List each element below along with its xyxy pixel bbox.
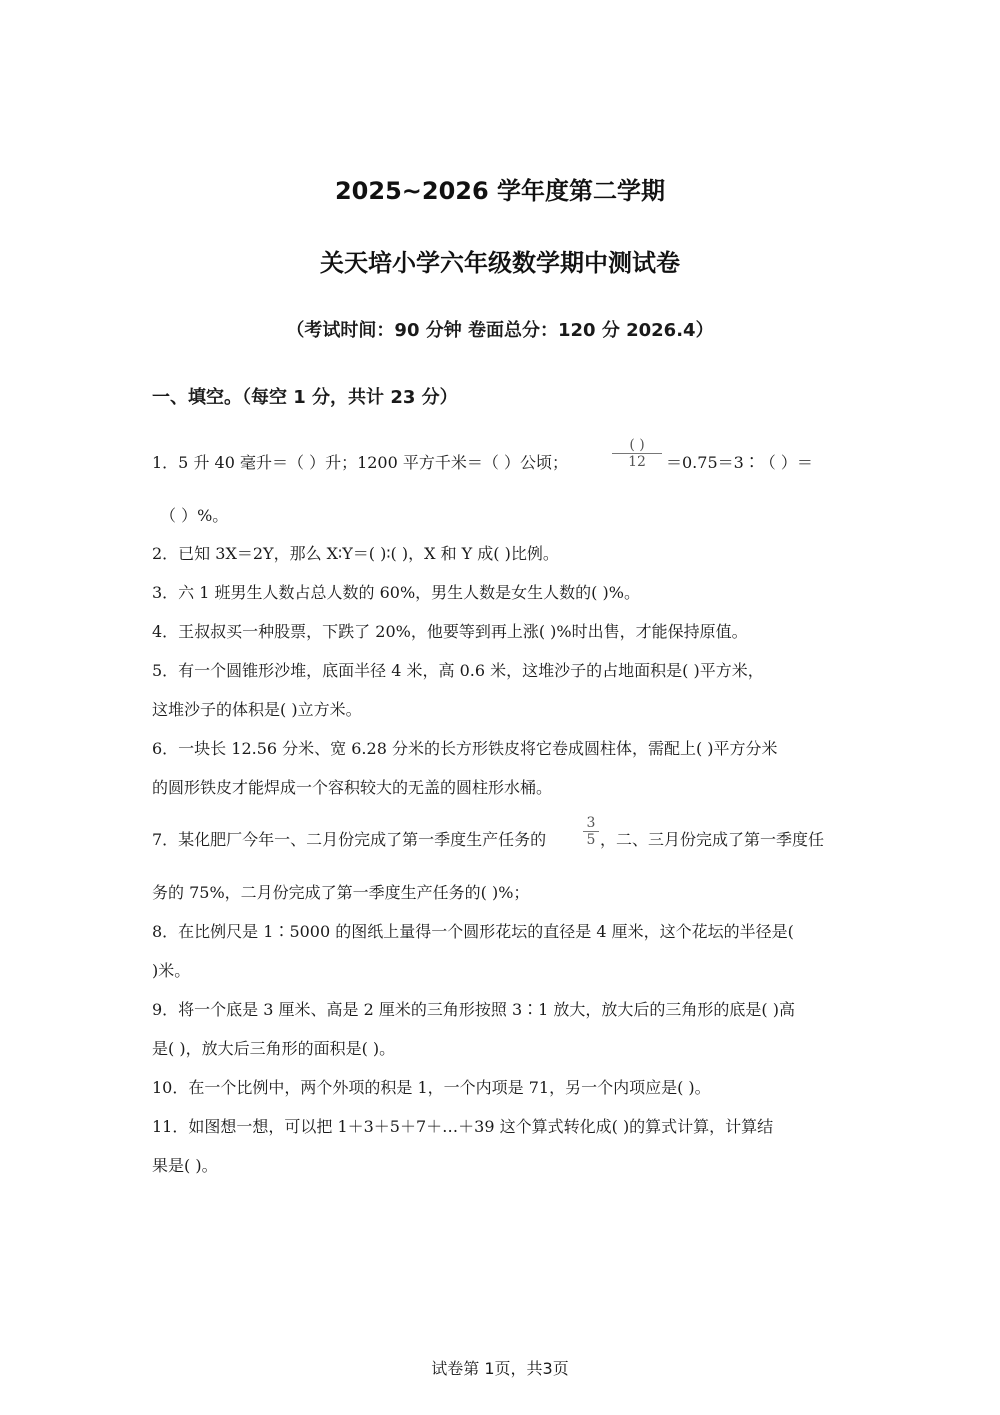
fraction-numerator: 3	[586, 815, 596, 831]
question-8-line1: 8．在比例尺是 1∶5000 的图纸上量得一个圆形花坛的直径是 4 厘米，这个花坛的半径是(	[152, 922, 794, 941]
question-7-part-a: 7．某化肥厂今年一、二月份完成了第一季度生产任务的	[152, 830, 547, 849]
question-9-line1: 9．将一个底是 3 厘米、高是 2 厘米的三角形按照 3∶1 放大，放大后的三角形的底是( )高	[152, 1000, 795, 1019]
question-8-line2: )米。	[152, 961, 191, 980]
question-1-fraction	[612, 437, 662, 470]
question-10: 10．在一个比例中，两个外项的积是 1，一个内项是 71，另一个内项应是( )。	[152, 1078, 711, 1097]
exam-subtitle: （考试时间：90 分钟 卷面总分：120 分 2026.4）	[286, 320, 714, 341]
question-3: 3．六 1 班男生人数占总人数的 60%，男生人数是女生人数的( )%。	[152, 583, 640, 602]
fraction-bar: 5	[583, 831, 599, 848]
question-1-part-b: ＝0.75＝3∶（ ）＝	[666, 453, 813, 472]
question-1-part-c: （ ）%。	[160, 506, 229, 525]
question-6-line2: 的圆形铁皮才能焊成一个容积较大的无盖的圆柱形水桶。	[152, 778, 553, 797]
question-7-part-b: ，二、三月份完成了第一季度任	[600, 830, 825, 849]
question-1-part-a: 1．5 升 40 毫升＝（ ）升；1200 平方千米＝（ ）公顷；	[152, 453, 568, 472]
question-2: 2．已知 3X＝2Y，那么 X∶Y＝( )∶( )，X 和 Y 成( )比例。	[152, 544, 559, 563]
question-6-line1: 6．一块长 12.56 分米、宽 6.28 分米的长方形铁皮将它卷成圆柱体，需配上( )平方分米	[152, 739, 778, 758]
question-5-line2: 这堆沙子的体积是( )立方米。	[152, 700, 362, 719]
question-9-line2: 是( )，放大后三角形的面积是( )。	[152, 1039, 396, 1058]
question-11-line1: 11．如图想一想，可以把 1＋3＋5＋7＋…＋39 这个算式转化成( )的算式计算，计算结	[152, 1117, 774, 1136]
question-11-line2: 果是( )。	[152, 1156, 218, 1175]
fraction-numerator: ( )	[629, 437, 645, 453]
question-4: 4．王叔叔买一种股票，下跌了 20%，他要等到再上涨( )%时出售，才能保持原值。	[152, 622, 748, 641]
exam-title-line2: 关天培小学六年级数学期中测试卷	[320, 249, 680, 277]
page-footer: 试卷第 1页，共3页	[431, 1359, 569, 1378]
section-heading-fill-blank: 一、填空。（每空 1 分，共计 23 分）	[152, 387, 458, 408]
question-7-fraction	[583, 815, 599, 848]
exam-title-line1: 2025~2026 学年度第二学期	[334, 177, 666, 205]
question-5-line1: 5．有一个圆锥形沙堆，底面半径 4 米，高 0.6 米，这堆沙子的占地面积是( )平方米，	[152, 661, 764, 680]
question-7-line2: 务的 75%，二月份完成了第一季度生产任务的( )%；	[152, 883, 530, 902]
fraction-bar: 12	[612, 453, 662, 470]
